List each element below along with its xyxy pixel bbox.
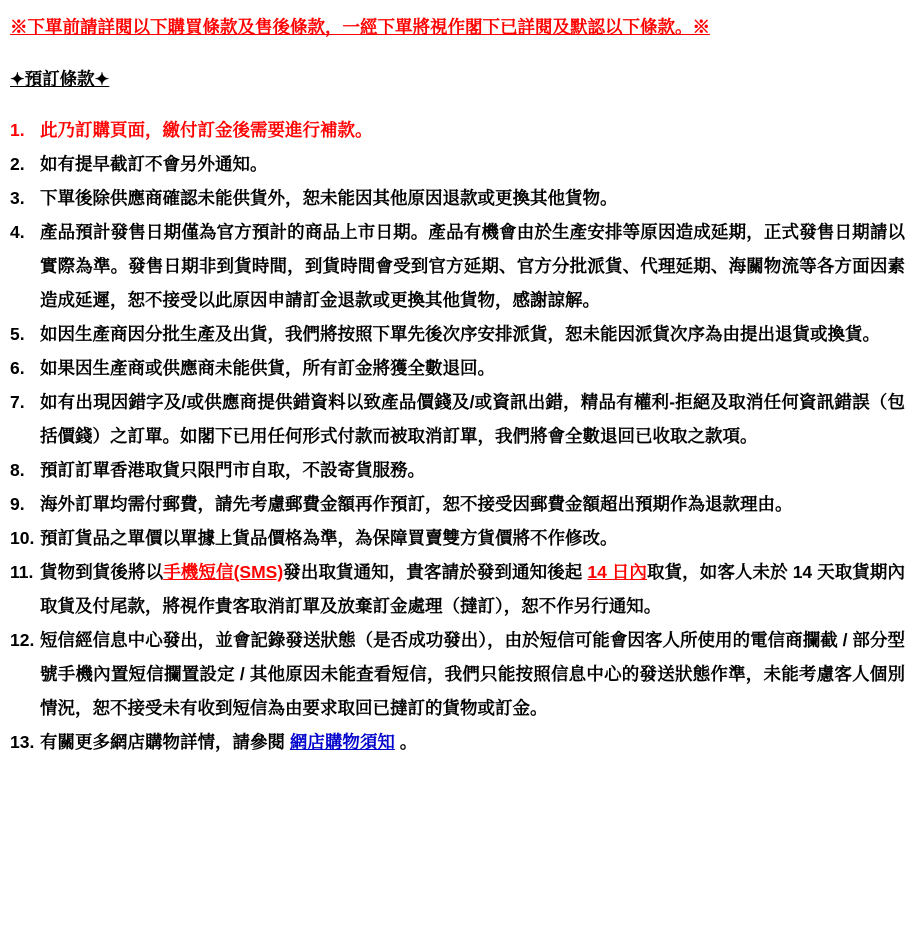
term-text-segment: 取貨，如客人未於 14 天取貨期內取貨及付尾款，將視作貴客取消訂單及放棄訂金處理（撻訂），恕不作另行通知。 [40, 562, 906, 616]
term-item [10, 215, 905, 317]
term-text-segment: 海外訂單均需付郵費，請先考慮郵費金額再作預訂，恕不接受因郵費金額超出預期作為退款理由。 [40, 494, 793, 514]
term-item [10, 725, 905, 759]
term-text-segment: 如有提早截訂不會另外通知。 [40, 154, 268, 174]
term-item [10, 147, 905, 181]
term-item [10, 113, 905, 147]
term-text-segment: 貨物到貨後將以 [40, 562, 164, 582]
term-number: 12. [10, 630, 35, 650]
term-number: 11. [10, 562, 34, 582]
term-item [10, 181, 905, 215]
term-text-segment: 如果因生產商或供應商未能供貨，所有訂金將獲全數退回。 [40, 358, 495, 378]
term-text-segment: 發出取貨通知，貴客請於發到通知後起 [283, 562, 588, 582]
term-text [40, 453, 905, 487]
term-number: 1. [10, 120, 25, 140]
term-text [40, 725, 905, 759]
term-item [10, 317, 905, 351]
pre-order-warning: ※下單前請詳閱以下購買條款及售後條款，一經下單將視作閣下已詳閱及默認以下條款。※ [10, 17, 710, 37]
term-number: 10. [10, 528, 35, 548]
term-text [40, 215, 905, 317]
term-text-segment: 下單後除供應商確認未能供貨外，恕未能因其他原因退款或更換其他貨物。 [40, 188, 618, 208]
term-text [40, 147, 905, 181]
term-number: 8. [10, 460, 25, 480]
term-text [40, 555, 905, 623]
term-item [10, 521, 905, 555]
term-number: 3. [10, 188, 25, 208]
term-text-segment: 如因生產商因分批生產及出貨，我們將按照下單先後次序安排派貨，恕未能因派貨次序為由提出退貨或換貨。 [40, 324, 880, 344]
highlighted-text: 14 日內 [587, 562, 647, 582]
term-text-segment: 產品預計發售日期僅為官方預計的商品上市日期。產品有機會由於生產安排等原因造成延期，正式發售日期請以實際為準。發售日期非到貨時間，到貨時間會受到官方延期、官方分批派貨、代理延期、海關物流等各方面因素造成延遲，恕不接受以此原因申請訂金退款或更換其他貨物，感謝諒解。 [40, 222, 905, 310]
term-text [40, 351, 905, 385]
term-text-segment: 此乃訂購頁面，繳付訂金後需要進行補款。 [40, 120, 373, 140]
term-text [40, 385, 905, 453]
term-text-segment: 短信經信息中心發出，並會記錄發送狀態（是否成功發出），由於短信可能會因客人所使用的電信商攔截 / 部分型號手機內置短信攔置設定 / 其他原因未能查看短信，我們只能按照信息中心的發送狀態作準，未能考慮客人個別情況，恕不接受未有收到短信為由要求取回已撻訂的貨物或訂金。 [40, 630, 905, 718]
term-item [10, 555, 905, 623]
term-text [40, 113, 905, 147]
term-text [40, 521, 905, 555]
highlighted-text: 手機短信(SMS) [163, 562, 284, 582]
term-text [40, 623, 905, 725]
term-text-segment: 。 [394, 732, 418, 752]
term-item [10, 623, 905, 725]
term-item [10, 385, 905, 453]
term-number: 13. [10, 732, 35, 752]
term-text-segment: 預訂貨品之單價以單據上貨品價格為準，為保障買賣雙方貨價將不作修改。 [40, 528, 618, 548]
terms-list [10, 113, 905, 759]
term-number: 6. [10, 358, 25, 378]
shop-guide-link[interactable]: 網店購物須知 [289, 732, 395, 752]
term-item [10, 351, 905, 385]
section-title: ✦預訂條款✦ [10, 69, 110, 89]
term-number: 2. [10, 154, 25, 174]
term-text [40, 317, 905, 351]
term-text [40, 181, 905, 215]
term-number: 9. [10, 494, 25, 514]
term-item [10, 453, 905, 487]
term-number: 4. [10, 222, 25, 242]
term-number: 5. [10, 324, 25, 344]
term-item [10, 487, 905, 521]
term-number: 7. [10, 392, 25, 412]
term-text-segment: 預訂訂單香港取貨只限門市自取，不設寄貨服務。 [40, 460, 425, 480]
term-text-segment: 如有出現因錯字及/或供應商提供錯資料以致產品價錢及/或資訊出錯，精品有權利-拒絕及取消任何資訊錯誤（包括價錢）之訂單。如閣下已用任何形式付款而被取消訂單，我們將會全數退回已收取之款項。 [40, 392, 905, 446]
term-text [40, 487, 905, 521]
term-text-segment: 有關更多網店購物詳情，請參閱 [40, 732, 290, 752]
